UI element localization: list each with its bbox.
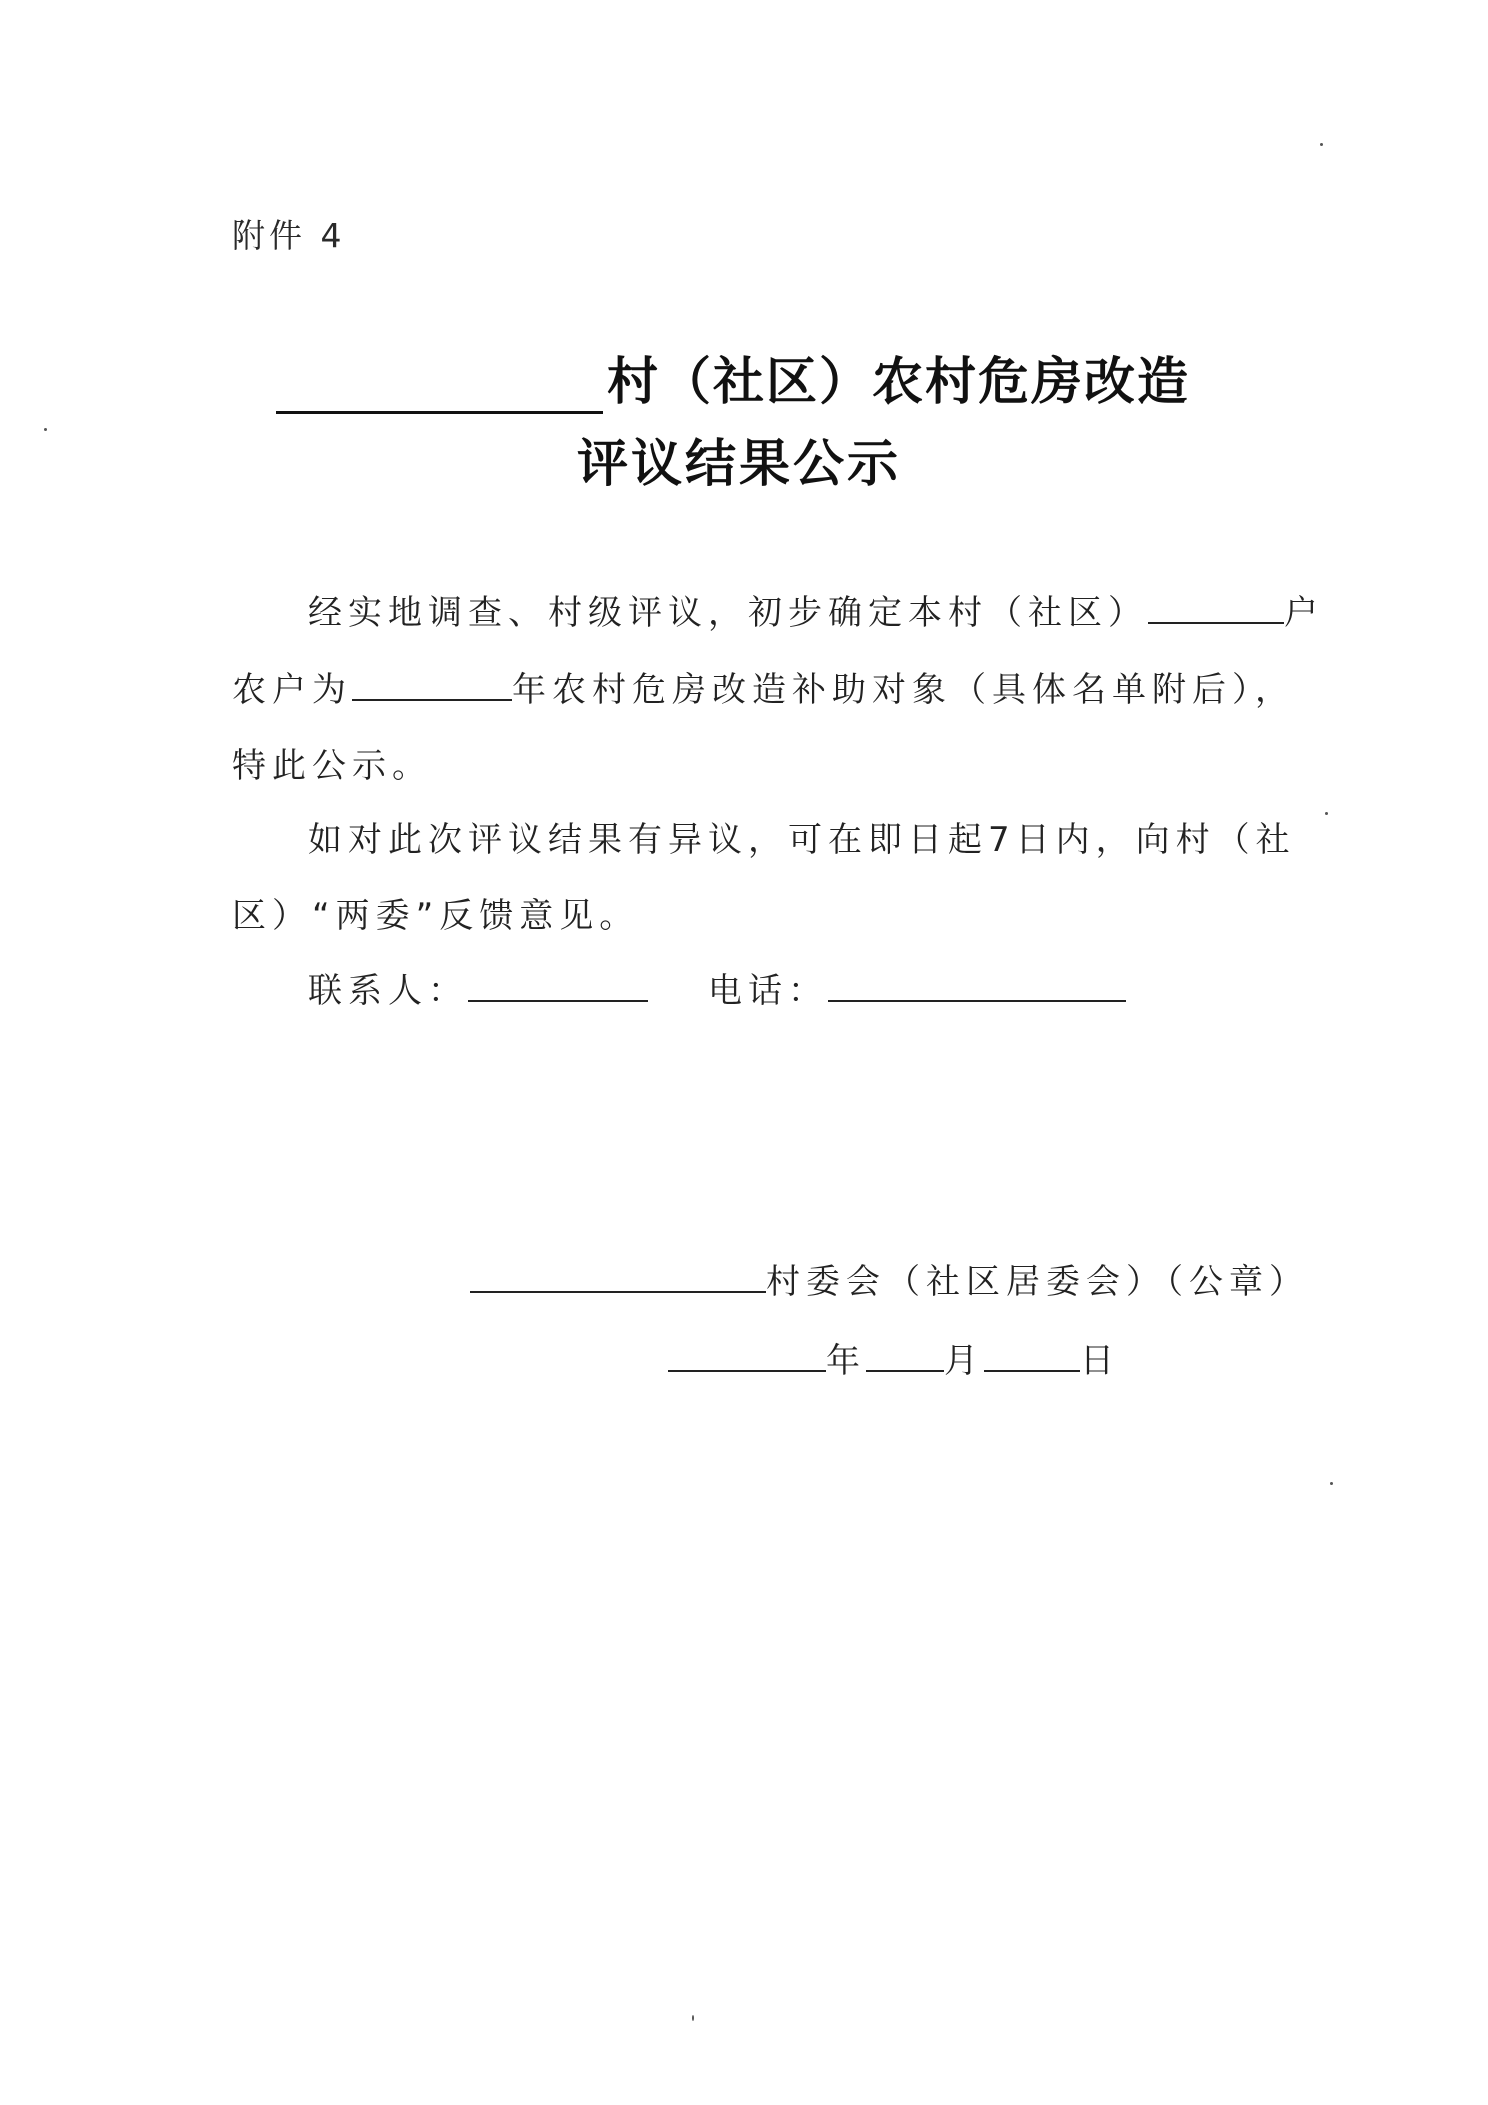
scan-speck <box>1320 143 1323 146</box>
paragraph-2-line-2: 区）“两委”反馈意见。 <box>232 896 640 936</box>
title-line-2: 评议结果公示 <box>577 435 902 494</box>
phone-blank[interactable] <box>828 966 1126 1002</box>
title-line-1-text: 村（社区）农村危房改造 <box>607 353 1191 412</box>
contact-person-label: 联系人： <box>308 971 468 1011</box>
paragraph-1-line-1 <box>308 585 1324 634</box>
paragraph-1-line-3: 特此公示。 <box>232 746 432 786</box>
village-name-blank[interactable] <box>276 355 603 414</box>
scan-speck <box>1325 812 1328 815</box>
title-line-1 <box>276 340 1190 414</box>
paragraph-2-line-1: 如对此次评议结果有异议，可在即日起7日内，向村（社 <box>308 820 1296 860</box>
day-label: 日 <box>1080 1341 1120 1381</box>
scan-speck <box>1330 1482 1333 1485</box>
paragraph-1-line-1-suffix: 户 <box>1284 593 1324 633</box>
phone-label: 电话： <box>708 971 828 1011</box>
contact-line <box>308 963 1126 1012</box>
contact-person-blank[interactable] <box>468 966 648 1002</box>
paragraph-1-line-1-prefix: 经实地调查、村级评议，初步确定本村（社区） <box>308 593 1148 633</box>
attachment-label: 附件 4 <box>232 216 346 255</box>
village-committee-blank[interactable] <box>470 1257 766 1293</box>
org-seal-label: 村委会（社区居委会）（公章） <box>766 1262 1309 1302</box>
paragraph-1-line-2-prefix: 农户为 <box>232 670 352 710</box>
year-blank[interactable] <box>668 1336 826 1372</box>
signature-line <box>470 1254 1309 1303</box>
month-label: 月 <box>944 1341 984 1381</box>
year-label: 年 <box>826 1341 866 1381</box>
date-line <box>668 1333 1120 1382</box>
paragraph-1-line-2 <box>232 662 1295 711</box>
scan-speck <box>692 2015 694 2021</box>
subsidy-year-blank[interactable] <box>352 665 512 701</box>
household-count-blank[interactable] <box>1148 588 1284 624</box>
month-blank[interactable] <box>866 1336 944 1372</box>
day-blank[interactable] <box>984 1336 1080 1372</box>
scan-speck <box>44 428 47 431</box>
paragraph-1-line-2-suffix: 年农村危房改造补助对象（具体名单附后）， <box>512 670 1295 710</box>
